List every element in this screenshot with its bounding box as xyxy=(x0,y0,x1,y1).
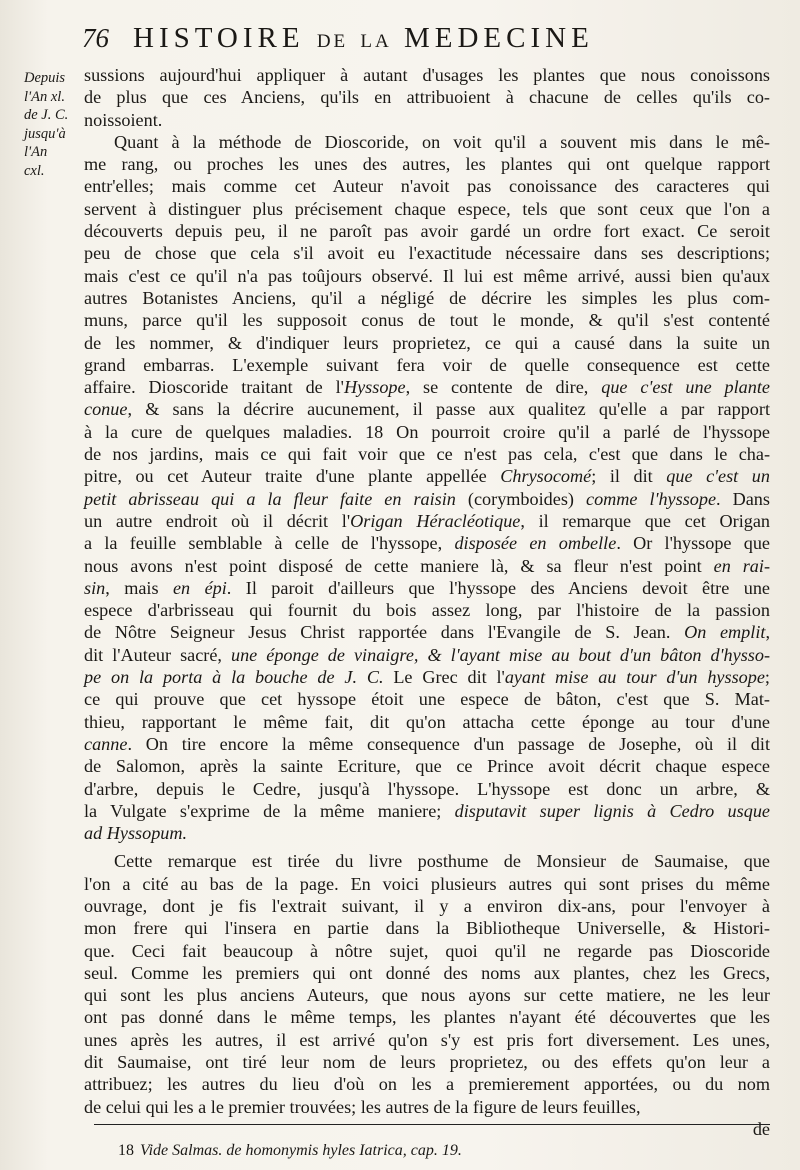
text-line xyxy=(84,510,770,532)
text-segment: mais c'est ce qu'il n'a pas toûjours observé. Il lui est même arrivé, aussi bien qu'aux xyxy=(84,265,770,286)
text-segment: ; il dit xyxy=(591,466,667,487)
text-segment: servent à distinguer plus précisement chaque espece, tels que sont ceux que l'on a xyxy=(84,198,770,219)
italic-segment: On emplit xyxy=(684,622,766,643)
text-segment: attribuez; les autres du lieu d'où on les a premierement apportées, ou du nom xyxy=(84,1074,770,1095)
italic-segment: Hyssope xyxy=(343,377,406,398)
text-segment: un autre endroit où il décrit l' xyxy=(84,510,351,531)
text-line xyxy=(84,376,770,398)
text-line xyxy=(84,265,770,287)
text-segment: ont pas donné dans le même temps, les plantes n'ayant été découvertes que les xyxy=(84,1007,770,1028)
text-line xyxy=(84,287,770,309)
text-segment: . Or l'hyssope que xyxy=(616,533,770,554)
text-segment: dit l'Auteur sacré, xyxy=(84,644,231,665)
text-segment: . Dans xyxy=(716,488,770,509)
text-segment: la Vulgate s'exprime de la même maniere; xyxy=(84,800,455,821)
italic-segment: ayant mise au tour d'un hyssope xyxy=(504,667,765,688)
running-title: HISTOIRE DE LA MEDECINE xyxy=(133,22,594,54)
footnote-rule xyxy=(94,1124,770,1125)
text-line xyxy=(84,984,770,1006)
text-line xyxy=(84,778,770,800)
text-line xyxy=(84,688,770,710)
text-segment: noissoient. xyxy=(84,109,163,130)
footnote-text: Vide Salmas. de homonymis hyles Iatrica, cap. 19. xyxy=(140,1142,462,1159)
text-segment: a la feuille semblable à celle de l'hyssope, xyxy=(84,533,455,554)
text-line xyxy=(84,443,770,465)
text-line xyxy=(84,755,770,777)
italic-segment: Origan Héracléotique xyxy=(350,510,521,531)
text-line xyxy=(84,733,770,755)
text-segment: . On tire encore la même consequence d'un passage de Josephe, où il dit xyxy=(127,733,770,754)
text-line xyxy=(84,309,770,331)
text-segment: , il remarque que cet Origan xyxy=(520,510,771,531)
text-line xyxy=(84,64,770,86)
running-head xyxy=(82,22,772,66)
marginal-note xyxy=(24,69,84,181)
text-segment: de plus que ces Anciens, qu'ils en attribuoient à chacune de celles qu'ils co- xyxy=(84,87,770,108)
italic-segment: petit abrisseau qui a la fleur faite en raisin xyxy=(84,488,456,509)
text-line xyxy=(84,1073,770,1095)
marginal-note-line: jusqu'à xyxy=(24,125,66,142)
text-line xyxy=(84,895,770,917)
text-segment: affaire. Dioscoride traitant de l' xyxy=(84,377,344,398)
text-line xyxy=(84,711,770,733)
text-segment: peu de chose que cela s'il avoit eu l'exactitude nécessaire dans ses descriptions; xyxy=(84,243,770,264)
text-segment: (corymboides) xyxy=(455,488,586,509)
text-segment: ce qui prouve que cet hyssope étoit une espece de bâton, c'est que S. Mat- xyxy=(84,689,770,710)
text-segment: ; xyxy=(764,667,770,688)
text-segment: thieu, rapportant le même fait, dit qu'on attacha cette éponge au tour d'une xyxy=(84,711,770,732)
text-segment: de xyxy=(752,1118,770,1139)
text-segment: , se contente de dire, xyxy=(405,377,602,398)
text-segment: l'on a cité au bas de la page. En voici plusieurs autres qui sont prises du même xyxy=(84,873,770,894)
text-segment: qui sont les plus anciens Auteurs, que nous ayons sur cette matiere, ne les leur xyxy=(84,985,770,1006)
text-line xyxy=(84,198,770,220)
body-text xyxy=(84,64,770,1140)
text-segment: de Nôtre Seigneur Jesus Christ rapportée dans l'Evangile de S. Jean. xyxy=(84,622,685,643)
text-segment: . Il paroit d'ailleurs que l'hyssope des Anciens devoit être une xyxy=(226,577,770,598)
text-segment: mon frere qui l'insera en partie dans la Bibliotheque Universelle, & Histori- xyxy=(84,918,770,939)
text-line xyxy=(84,644,770,666)
text-line xyxy=(84,599,770,621)
italic-segment: pe on la porta à la bouche de J. C. xyxy=(84,667,384,688)
text-line xyxy=(84,621,770,643)
text-segment: sussions aujourd'hui appliquer à autant d'usages les plantes que nous conoissons xyxy=(84,65,770,85)
text-line xyxy=(84,398,770,420)
text-line xyxy=(84,242,770,264)
italic-segment: ad Hyssopum. xyxy=(84,823,188,844)
text-segment: dit Saumaise, ont tiré leur nom de leurs proprietez, ou des effets qu'on leur a xyxy=(84,1052,770,1073)
italic-segment: en épi xyxy=(172,577,227,598)
text-line xyxy=(84,1029,770,1051)
text-line xyxy=(84,962,770,984)
text-line xyxy=(84,465,770,487)
text-line xyxy=(84,800,770,822)
text-segment: d'arbre, depuis le Cedre, jusqu'à l'hyssope. L'hyssope est donc un arbre, & xyxy=(84,778,770,799)
marginal-note-line: de J. C. xyxy=(24,107,69,124)
text-segment: de Salomon, après la sainte Ecriture, que ce Prince avoit décrit chaque espece xyxy=(84,756,770,777)
italic-segment: que c'est un xyxy=(666,466,770,487)
italic-segment: conue xyxy=(84,399,128,420)
italic-segment: disputavit super lignis à Cedro usque xyxy=(454,800,770,821)
text-line xyxy=(84,1118,770,1140)
text-line xyxy=(84,1006,770,1028)
text-segment: , xyxy=(765,622,770,643)
footnote-number: 18 xyxy=(118,1142,134,1159)
text-segment: Le Grec dit l' xyxy=(383,667,505,688)
text-segment: de nos jardins, mais ce qui fait voir que ce n'est pas cela, c'est que dans le cha- xyxy=(84,444,770,465)
text-segment: espece d'arbrisseau qui fournit du bois assez long, par l'histoire de la passion xyxy=(84,600,770,621)
italic-segment: que c'est une plante xyxy=(601,377,770,398)
italic-segment: Chrysocomé xyxy=(500,466,592,487)
marginal-note-line: cxl. xyxy=(24,162,45,179)
text-segment: entr'elles; mais comme cet Auteur n'avoit pas conoissance des caracteres qui xyxy=(84,176,770,197)
marginal-note-line: l'An xl. xyxy=(24,88,65,105)
italic-segment: canne xyxy=(84,733,128,754)
text-segment: de les nommer, & d'indiquer leurs proprietez, ce qui a causé dans la suite un xyxy=(84,332,770,353)
text-line xyxy=(84,153,770,175)
text-segment: que. Ceci fait beaucoup à nôtre sujet, quoi qu'il ne regarde pas Dioscoride xyxy=(84,940,770,961)
text-segment: me rang, ou proches les unes des autres, les plantes qui ont quelque rapport xyxy=(84,154,770,175)
footnote xyxy=(118,1142,618,1160)
text-line xyxy=(84,555,770,577)
italic-segment: en rai- xyxy=(713,555,770,576)
text-line xyxy=(84,131,770,153)
text-segment: nous avons n'est point disposé de cette maniere là, & sa fleur n'est point xyxy=(84,555,714,576)
text-line xyxy=(84,354,770,376)
text-line xyxy=(84,917,770,939)
text-segment: Quant à la méthode de Dioscoride, on voit qu'il a souvent mis dans le mê- xyxy=(114,131,770,152)
text-line xyxy=(84,940,770,962)
italic-segment: une éponge de vinaigre, & l'ayant mise au bout d'un bâton d'hysso- xyxy=(230,644,770,665)
text-line xyxy=(84,109,770,131)
text-line xyxy=(84,488,770,510)
text-segment: autres Botanistes Anciens, qu'il a négligé de décrire les simples les plus com- xyxy=(84,287,770,308)
text-segment: muns, parce qu'il les supposoit conus de tout le monde, & qu'il s'est contenté xyxy=(84,310,770,331)
text-line xyxy=(84,175,770,197)
italic-segment: sin xyxy=(84,577,106,598)
text-segment: unes après les autres, il est arrivé qu'on s'y est pris fort diversement. Les unes, xyxy=(84,1029,770,1050)
text-segment: pitre, ou cet Auteur traite d'une plante appellée xyxy=(84,466,501,487)
page-number: 76 xyxy=(82,23,109,53)
marginal-note-line: l'An xyxy=(24,144,48,161)
text-segment: grand embarras. L'exemple suivant fera voir de quelle consequence est cette xyxy=(84,354,770,375)
text-line xyxy=(84,421,770,443)
text-line xyxy=(84,822,770,844)
text-segment: , & sans la décrire aucunement, il passe aux qualitez qu'elle a par rapport xyxy=(127,399,770,420)
text-line xyxy=(84,332,770,354)
text-segment: seul. Comme les premiers qui ont donné des noms aux plantes, chez les Grecs, xyxy=(84,962,770,983)
text-line xyxy=(84,873,770,895)
text-segment: de celui qui les a le premier trouvées; les autres de la figure de leurs feuilles, xyxy=(84,1096,641,1117)
text-line xyxy=(84,666,770,688)
text-line xyxy=(84,532,770,554)
text-line xyxy=(84,577,770,599)
text-line xyxy=(84,220,770,242)
text-segment: à la cure de quelques maladies. 18 On pourroit croire qu'il a parlé de l'hyssope xyxy=(84,421,770,442)
text-line xyxy=(84,1096,770,1118)
text-line xyxy=(84,850,770,872)
italic-segment: comme l'hyssope xyxy=(586,488,717,509)
text-segment: découverts depuis peu, il ne paroît pas avoir gardé un ordre fort exact. Ce seroit xyxy=(84,221,770,242)
text-segment: ouvrage, dont je fis l'extrait suivant, il y a environ dix-ans, pour l'envoyer à xyxy=(84,895,770,916)
marginal-note-line: Depuis xyxy=(24,70,66,86)
text-line xyxy=(84,86,770,108)
text-segment: , mais xyxy=(105,577,173,598)
text-line xyxy=(84,1051,770,1073)
italic-segment: disposée en ombelle xyxy=(454,533,617,554)
text-segment: Cette remarque est tirée du livre posthume de Monsieur de Saumaise, que xyxy=(114,851,770,872)
